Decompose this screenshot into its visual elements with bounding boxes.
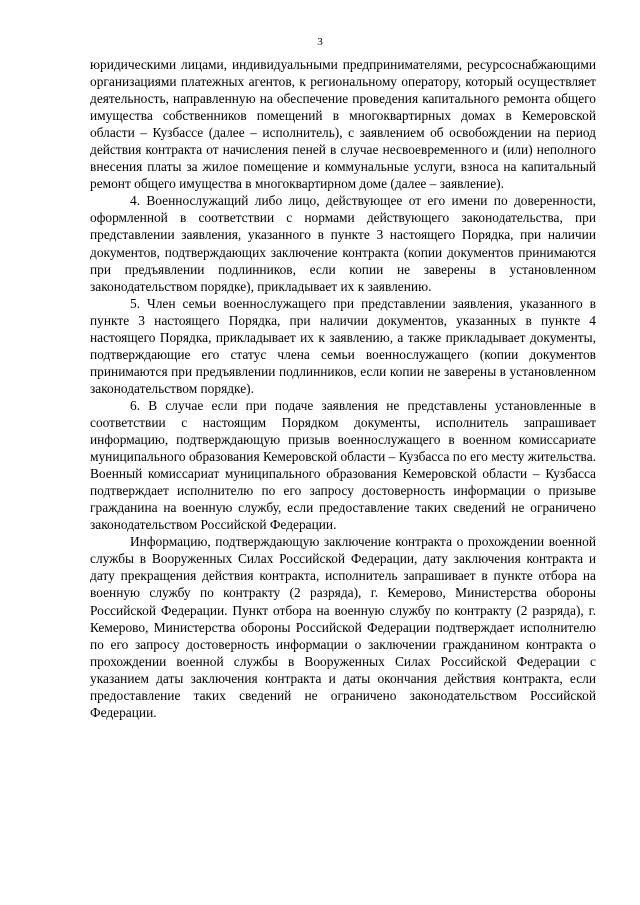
paragraph-item-6: 6. В случае если при подаче заявления не представлены установленные в соответствии с настоящим Порядком документы, исполнитель запрашивает информацию, подтверждающую призыв военнослужащего в военном комиссариате муниципального образования Кемеровской области – Кузбасса по его месту жительства. Военный комиссариат муниципального образования Кемеровской области – Кузбасса подтверждает исполнителю по его запросу достоверность информации о призыве гражданина на военную службу, если предоставление таких сведений не ограничено законодательством Российской Федерации.	[90, 397, 596, 533]
document-body	[90, 56, 596, 721]
page-number: 3	[317, 36, 323, 48]
paragraph-item-4: 4. Военнослужащий либо лицо, действующее от его имени по доверенности, оформленной в соответствии с нормами действующего законодательства, при представлении заявления, указанного в пункте 3 настоящего Порядка, при наличии документов, подтверждающих заключение контракта (копии документов принимаются при предъявлении подлинников, если копии не заверены в установленном законодательством порядке), прикладывает их к заявлению.	[90, 193, 596, 294]
paragraph-continuation: юридическими лицами, индивидуальными предпринимателями, ресурсоснабжающими организациями платежных агентов, к региональному оператору, который осуществляет деятельность, направленную на обеспечение проведения капитального ремонта общего имущества собственников помещений в многоквартирных домах в Кемеровской области – Кузбассе (далее – исполнитель), с заявлением об освобождении на период действия контракта от начисления пеней в случае несвоевременного и (или) неполного внесения платы за жилое помещение и коммунальные услуги, взноса на капитальный ремонт общего имущества в многоквартирном доме (далее – заявление).	[90, 57, 596, 192]
paragraph-item-5: 5. Член семьи военнослужащего при представлении заявления, указанного в пункте 3 настоящего Порядка, при наличии документов, указанных в пункте 4 настоящего Порядка, прикладывает их к заявлению, а также прикладывает документы, подтверждающие его статус члена семьи военнослужащего (копии документов принимаются при предъявлении подлинников, если копии не заверены в установленном законодательством порядке).	[90, 295, 596, 396]
paragraph-contract-info: Информацию, подтверждающую заключение контракта о прохождении военной службы в Вооруженных Силах Российской Федерации, дату заключения контракта и дату прекращения действия контракта, исполнитель запрашивает в пункте отбора на военную службу по контракту (2 разряда), г. Кемерово, Министерства обороны Российской Федерации. Пункт отбора на военную службу по контракту (2 разряда), г. Кемерово, Министерства обороны Российской Федерации подтверждает исполнителю по его запросу достоверность информации о заключении гражданином контракта о прохождении военной службы в Вооруженных Силах Российской Федерации с указанием даты заключения контракта и даты окончания действия контракта, если предоставление таких сведений не ограничено законодательством Российской Федерации.	[90, 534, 596, 720]
